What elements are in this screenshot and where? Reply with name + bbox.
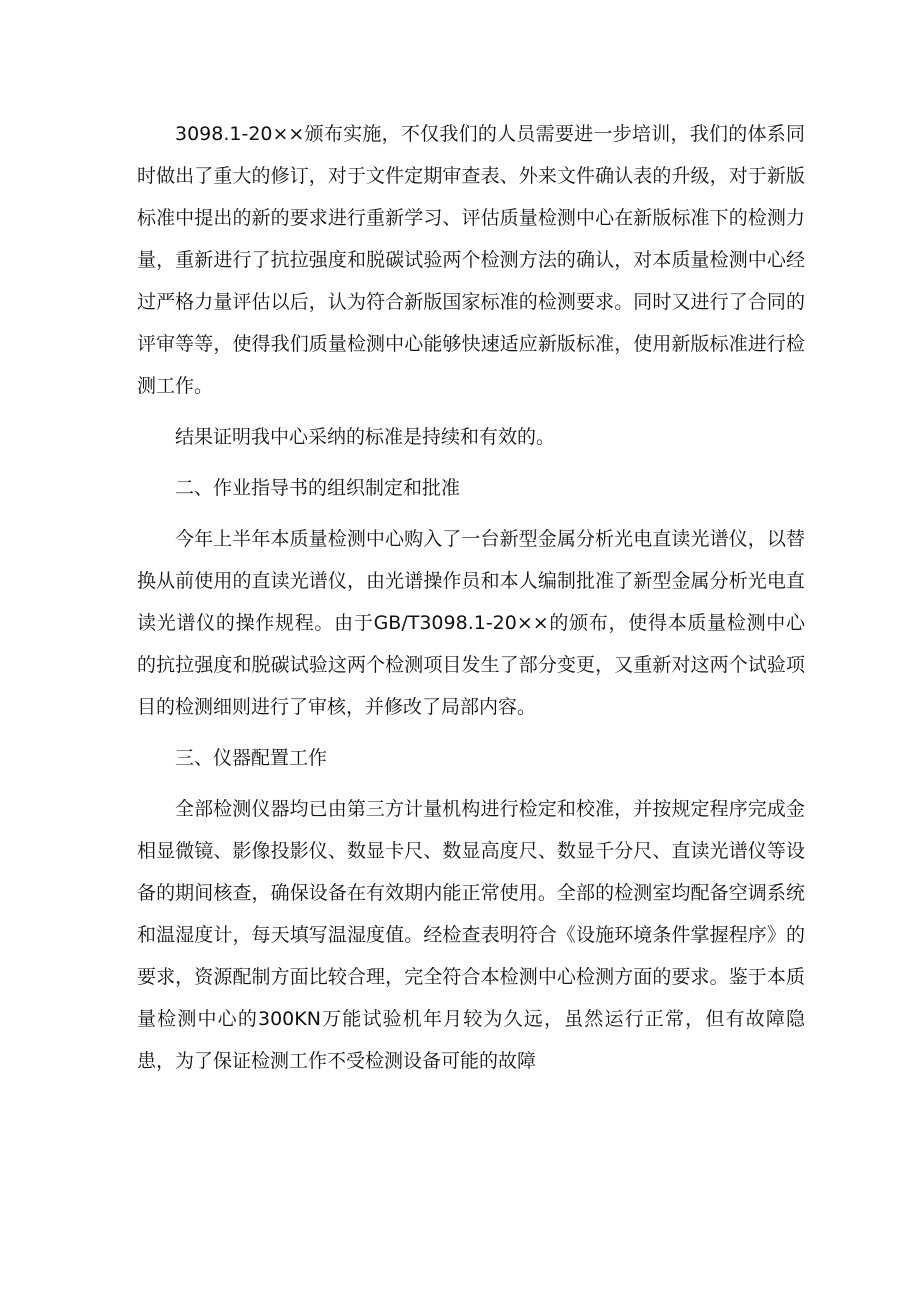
paragraph-standard-revision: 3098.1-20××颁布实施，不仅我们的人员需要进一步培训，我们的体系同时做出了重大的修订，对于文件定期审查表、外来文件确认表的升级，对于新版标准中提出的新的要求进行重新学习、评估质量检测中心在新版标准下的检测力量，重新进行了抗拉强度和脱碳试验两个检测方法的确认，对本质量检测中心经过严格力量评估以后，认为符合新版国家标准的检测要求。同时又进行了合同的评审等等，使得我们质量检测中心能够快速适应新版标准，使用新版标准进行检测工作。: [137, 123, 805, 397]
document-body: [137, 113, 805, 1082]
paragraph-spectrometer: 今年上半年本质量检测中心购入了一台新型金属分析光电直读光谱仪，以替换从前使用的直读光谱仪，由光谱操作员和本人编制批准了新型金属分析光电直读光谱仪的操作规程。由于GB/T3098.1-20××的颁布，使得本质量检测中心的抗拉强度和脱碳试验这两个检测项目发生了部分变更，又重新对这两个试验项目的检测细则进行了审核，并修改了局部内容。: [137, 528, 805, 718]
paragraph-conclusion: 结果证明我中心采纳的标准是持续和有效的。: [175, 426, 556, 448]
section-heading-instrument-configuration: 三、仪器配置工作: [175, 747, 328, 769]
section-heading-work-instructions: 二、作业指导书的组织制定和批准: [175, 477, 461, 499]
paragraph-instrument-calibration: 全部检测仪器均已由第三方计量机构进行检定和校准，并按规定程序完成金相显微镜、影像投影仪、数显卡尺、数显高度尺、数显千分尺、直读光谱仪等设备的期间核查，确保设备在有效期内能正常使用。全部的检测室均配备空调系统和温湿度计，每天填写温湿度值。经检查表明符合《设施环境条件掌握程序》的要求，资源配制方面比较合理，完全符合本检测中心检测方面的要求。鉴于本质量检测中心的300KN万能试验机年月较为久远，虽然运行正常，但有故障隐患，为了保证检测工作不受检测设备可能的故障: [137, 798, 805, 1072]
